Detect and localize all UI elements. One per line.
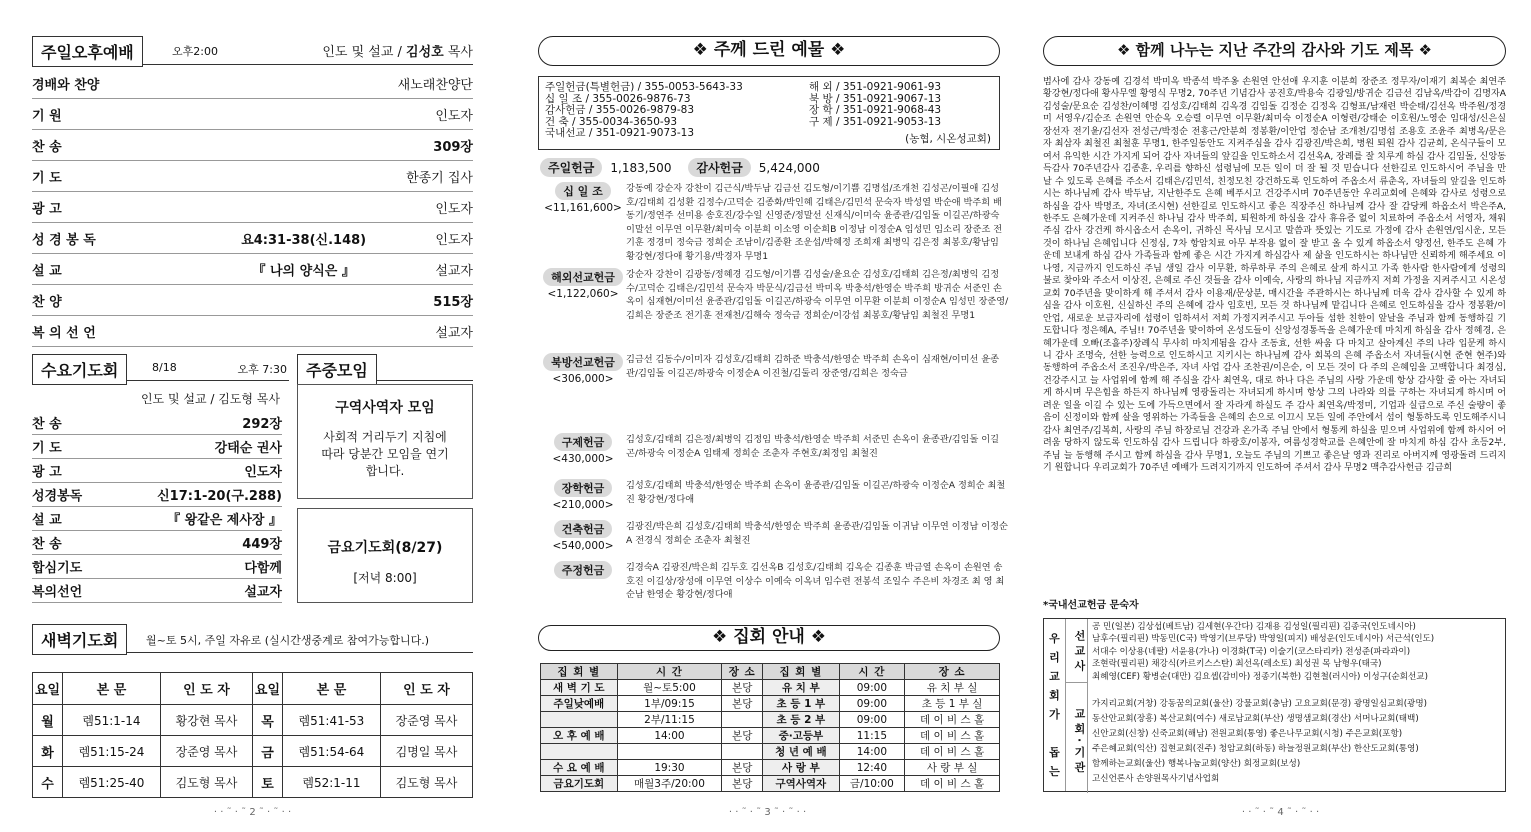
order-row bbox=[32, 254, 473, 285]
thanks-offering-label: 감사헌금 bbox=[688, 158, 750, 177]
order-row bbox=[32, 130, 473, 161]
order-person: 인도자 bbox=[435, 201, 473, 217]
account-line: 건 축 / 355-0034-3650-93 bbox=[545, 115, 678, 128]
prayer-title: ❖ 함께 나누는 지난 주간의 감사와 기도 제목 ❖ bbox=[1043, 36, 1506, 66]
offering-total: <540,000> bbox=[552, 540, 614, 552]
wed-item: 광 고 bbox=[32, 465, 62, 480]
offering-type: 장학헌금 bbox=[554, 479, 613, 497]
church-line: 가지리교회(거창) 강동꿈의교회(울산) 강물교회(충남) 고요교회(문경) 광명일심교회(광명) bbox=[1092, 699, 1428, 709]
dawn-cell: 렘52:1-11 bbox=[282, 767, 380, 798]
meeting-guide-title: ❖ 집회 안내 ❖ bbox=[538, 625, 1000, 651]
friday-prayer-box bbox=[297, 508, 473, 603]
meeting-cell: 데 이 비 스 홀 bbox=[905, 744, 1000, 760]
order-person: 인도자 bbox=[435, 232, 473, 248]
side-char: 교 bbox=[1049, 670, 1060, 683]
dawn-table bbox=[32, 672, 473, 798]
donor-group-label bbox=[540, 479, 626, 511]
cell-meeting-text: 사회적 거리두기 지침에 따라 당분간 모임을 연기합니다. bbox=[321, 430, 449, 478]
meeting-cell: 12:40 bbox=[839, 760, 905, 776]
offering-title: ❖ 주께 드린 예물 ❖ bbox=[538, 36, 1000, 66]
page-number: · · ˜ · ˜ 3 ˜ · ˜ · · bbox=[728, 807, 807, 818]
donor-names: 김금선 김동수/이미자 김성호/김태희 김하준 박충석/한영순 박주희 손옥이 심재현/이미선 윤종관/김임돌 이길곤/하광숙 이정순A 이진철/김둘리 장준영/김희은 정숙금 bbox=[626, 354, 999, 379]
sunday-offering-label: 주일헌금 bbox=[540, 158, 602, 177]
friday-prayer-title: 금요기도회(8/27) bbox=[327, 540, 443, 556]
dawn-cell: 렘51:54-64 bbox=[282, 736, 380, 767]
dawn-col-head: 본 문 bbox=[63, 673, 161, 705]
sunday-afternoon-title: 주일오후예배 bbox=[32, 36, 143, 67]
donor-names: 김성호/김태희 박충석/한영순 박주희 손옥이 윤종관/김임돌 이길곤/하광숙 이정순A 정희순 최철진 황강현/정다애 bbox=[626, 480, 1006, 505]
meeting-cell: 본당 bbox=[722, 760, 763, 776]
offering-total: <306,000> bbox=[552, 373, 614, 385]
meeting-cell: 09:00 bbox=[839, 680, 905, 696]
meeting-head-row bbox=[541, 664, 1000, 680]
meeting-cell: 초 등 1 부 bbox=[763, 696, 840, 712]
order-person: 설교자 bbox=[435, 325, 473, 341]
wed-value: 449장 bbox=[242, 537, 282, 552]
meeting-table bbox=[540, 663, 1000, 792]
missionary-line: 최혜영(CEF) 황병순(대만) 김요셉(감비아) 정종기(북한) 김현철(러시아) 이성구(순회선교) bbox=[1092, 671, 1428, 682]
order-item: 성 경 봉 독 bbox=[32, 232, 96, 248]
dawn-cell: 김도형 목사 bbox=[160, 767, 252, 798]
missionary-label: 선교사 bbox=[1066, 619, 1088, 683]
wed-value: 신17:1-20(구.288) bbox=[157, 489, 282, 504]
account-line: 감사헌금 / 355-0026-9879-83 bbox=[545, 104, 694, 116]
church-label: 교회·기관 bbox=[1066, 683, 1088, 793]
dawn-note: 월~토 5시, 주일 자유로 (실시간생중계로 참여가능합니다.) bbox=[146, 634, 430, 647]
meeting-row bbox=[541, 744, 1000, 760]
order-item: 기 원 bbox=[32, 108, 62, 124]
meeting-cell bbox=[541, 712, 618, 728]
donor-group-label bbox=[540, 561, 626, 602]
dawn-cell: 김명일 목사 bbox=[380, 736, 472, 767]
weekday-title: 주중모임 bbox=[297, 354, 377, 385]
meeting-col-head: 집 회 별 bbox=[763, 664, 840, 680]
dawn-cell: 장준영 목사 bbox=[380, 705, 472, 736]
page-4 bbox=[1030, 0, 1531, 832]
church-line: 동산안교회(장흥) 복산교회(여수) 새로남교회(부산) 생명샘교회(경산) 서머나교회(태백) bbox=[1092, 714, 1419, 724]
meeting-cell: 본당 bbox=[722, 776, 763, 792]
account-line: 해 외 / 351-0921-9061-93 bbox=[809, 81, 942, 93]
service-time: 오후2:00 bbox=[172, 45, 218, 58]
prayer-body: 범사에 감사 강동예 김경석 박미옥 박종석 박주옹 손원연 안선애 우지훈 이분희 장준조 정무자/이재기 최복순 최연주 황강현/정다애 황사무엘 황영식 무명2, 70주년 기념감사 공진호/박용숙 김광일/방귀순 김금선 김남옥/박감이 김명자A 김성술/문요순 김성찬/이혜명 김성호/김태희 김옥경 김임돌 김정순 김정옥 김형표/남재련 박순태/김선옥 박주원/정경미 서영우/김순조 손원연 안순옥 오승렬 이무연 이무환/최미숙 이정순A 이형련/강태순 이호원/노영순 임대성/신은실 장선자 전기윤/김선자 전성근/박정순 전홍근/안분희 정봉환/이안업 정순남 조개천/김명섭 조용호 조윤주 최병옥/문은자 최삼자 최철진 최철훈 무명1, 한주일동안도 지켜주심을 감사 김광진/박은희, 병원 퇴원 감사 김균희, 온식구들이 모여서 유익한 시간 가지게 되어 감사 자녀들의 앞길을 인도하소서 김선옥A, 장례를 잘 치루게 하심 감사 김임돌, 신앙동득감사 70주년감사 김종훈, 우리를 향하신 섬령님에 모든 일이 더 잘 될 것 믿습니다 선한길로 인도하시어 주님을 만날 수 있도록 은혜를 주소서 김태은/김민석, 친정모친 강건하도록 인도하여 주옵소서 류춘옥, 자녀들의 앞길을 인도하시는 하나님께 감사 박두남, 지난한주도 은혜 베푸시고 건강주시며 70주년동안 우리교회에 은혜와 감사로 성령으로 하심을 감사 박명조, 자녀(조시현) 선한길로 인도하시고 좋은 직장주신 하나님께 감사 잘 감당케 하옵소서 박은주A, 한주도 은혜가운데 지켜주신 하나님 감사 박주희, 퇴원하게 하심을 감사 휴유증 없이 치료하여 주옵소서 서영자, 채워주심 감사 강건케 하시옵소서 손옥이, 귀하신 목사님 모시고 말씀과 뜻있는 기도로 가정에 감사 손원연/임시운, 모든 것이 하나님 은혜입니다 신정심, 7차 항암치료 아무 부작용 없이 잘 받고 올 수 있게 하옵소서 양정선, 한주도 은혜 가운데 보내게 하심 감사 가족들과 함께 좋은 시간 가지게 하심감사 제 삶을 인도하시는 하나님만 신뢰하게 해주세요 이나영, 지금까지 인도하신 주님 생일 감사 이무환, 하루하루 주의 은혜로 살게 하시고 가족 한사람 한사람에게 성령의 불로 찾아와 주소서 이상진, 은혜로 주신 것들을 감사 이예숙, 사랑의 하나님 지금까지 저희 가정을 지켜주시고 시온성교회 70주년을 맞이하게 해 주셔서 감사 이용재/문상분, 매시간을 주관하시는 하나님께 더욱 감사 감사할 수 있게 하심을 감사 이호원, 신실하신 주의 은혜에 감사 임호빈, 모든 것 하나님께 맡깁니다 은혜로 인도하심을 감사 정봉환/이안업, 새로운 보금자리에 섬령이 임하셔서 저희 가정지켜주시고 두아들 섬한 친한이 앞날을 주님과 함께 동행하길 기도합니다 정은혜A, 주님!! 70주년을 맞이하여 온성도들이 신앙성경통독을 은혜가운데 마치게 하심을 감사 정혜경, 은혜가운데 오빠(조흘주)장례식 무사히 마치게됨을 감사 조동효, 선한 싸움 다 마치고 살아계신 주의 나라 입문케 하시니 감사 조명숙, 선한 능력으로 인도하시고 지키시는 하나님께 감사 회복의 은혜 주옵소서 자녀들(시현 준현 현주)와 동행하여 주옵소서 조진우/박은주, 자녀 사업 감사 조찬권/이은순, 이 모든 것이 다 주의 은혜임을 고백합니다 최경심, 건강주시고 늘 사업위에 함께 해 주심을 감사 최연옥, 대로 하나 다은 주님의 사랑 가운데 항상 감사할 줄 아는 자녀되게 하시며 무은힘을 하든지 하나님께 영광돌리는 자녀되게 하시며 항상 그의 나라와 의를 구하는 자녀되게 하시며 어려운 일을 이길 수 있는 도에 가득으면에서 잘 자라게 하실도 주 감사 최연옥/박정미, 기업과 실급으로 주신 술량이 좋음이 신정이와 함께 살을 영위하는 가족들을 은혜의 손으로 이끄시 모든 일에 주안에서 섬이 형통하도록 인도해주시니 감사 최연주/김복희, 사랑의 주님 하장로님 건강과 온가족 주님 안에서 형통케 하실을 믿으며 사업위에 함께 하시어 어려움 당하지 않도록 인도하심 감사 드립니다 하광호/이봉자, 여름성경학교를 은혜안에 잘 마치게 하심 감사 초등2부, 주님 늘 동행해 주시고 함께 하심을 감사 무명1, 오늘도 주님의 기쁘고 좋은날 영과 진리로 아버지께 영광돌려 드리지기 원합니다 우리교회가 70주년 예배가 드려지기까지 인도하여 주셔서 감사 무명2 맥추감사헌금 김금희 bbox=[1043, 77, 1506, 474]
offering-total: <210,000> bbox=[552, 499, 614, 511]
church-line: 함께하는교회(울산) 행복나눔교회(양산) 회정교회(보성) bbox=[1092, 759, 1301, 769]
sunday-offering-amount: 1,183,500 bbox=[610, 160, 672, 175]
meeting-row bbox=[541, 712, 1000, 728]
side-char bbox=[1044, 724, 1065, 743]
domestic-note: *국내선교헌금 문숙자 bbox=[1043, 600, 1139, 611]
wed-item: 찬 송 bbox=[32, 417, 62, 432]
meeting-cell: 초 등 1 부 실 bbox=[905, 696, 1000, 712]
order-row bbox=[32, 316, 473, 347]
donor-group bbox=[540, 520, 1010, 552]
side-char: 우 bbox=[1049, 632, 1060, 645]
meeting-cell: 수 요 예 배 bbox=[541, 760, 618, 776]
order-row bbox=[32, 285, 473, 316]
meeting-cell bbox=[722, 712, 763, 728]
meeting-col-head: 장 소 bbox=[722, 664, 763, 680]
meeting-cell: 14:00 bbox=[839, 744, 905, 760]
cell-meeting-box bbox=[297, 384, 473, 499]
meeting-cell: 사 랑 부 bbox=[763, 760, 840, 776]
order-person: 인도자 bbox=[435, 108, 473, 124]
church-line: 고신언론사 손양원목사기념사업회 bbox=[1092, 774, 1220, 784]
donor-group bbox=[540, 182, 1010, 264]
offering-type: 건축헌금 bbox=[554, 520, 613, 538]
missionary-line: 남후수(필리핀) 박동민(C국) 박영기(브루당) 박영일(피지) 배성운(인도네시아) 서근석(인도) bbox=[1092, 634, 1435, 645]
order-detail: 『 나의 양식은 』 bbox=[252, 263, 355, 279]
offering-type: 구제헌금 bbox=[554, 433, 613, 451]
wed-item: 찬 송 bbox=[32, 537, 62, 552]
donor-group bbox=[540, 479, 1010, 511]
order-row bbox=[32, 223, 473, 254]
wed-row bbox=[32, 459, 282, 483]
page-3 bbox=[520, 0, 1015, 832]
order-item: 설 교 bbox=[32, 263, 62, 279]
side-char: 리 bbox=[1049, 651, 1060, 664]
wed-item: 성경봉독 bbox=[32, 489, 83, 504]
accounts-right bbox=[809, 82, 941, 128]
wed-row bbox=[32, 507, 282, 531]
bank-note: (농협, 시온성교회) bbox=[905, 132, 991, 145]
page-number: · · ˜ · ˜ 2 ˜ · ˜ · · bbox=[213, 807, 292, 818]
wed-row bbox=[32, 555, 282, 579]
donor-names: 김광진/박은희 김성호/김태희 박충석/한영순 박주희 윤종관/김임돌 이귀남 이무연 이정남 이정순A 전경식 정희순 조춘자 최철진 bbox=[626, 521, 1008, 546]
offering-type: 주정헌금 bbox=[554, 561, 613, 579]
dawn-cell: 장준영 목사 bbox=[160, 736, 252, 767]
order-item: 기 도 bbox=[32, 170, 62, 186]
wed-value: 『 왕같은 제사장 』 bbox=[167, 513, 282, 528]
meeting-cell: 매월3주/20:00 bbox=[617, 776, 722, 792]
donor-names: 강동예 강순자 강찬이 김근식/박두남 김금선 김도형/이기쁨 김명섭/조개천 김성곤/이필애 김성호/김태희 김성환 김정수/고덕순 김종화/박인혜 김태은/김민석 문숙자 박성열 박순애 박주희 배동기/정연주 선미용 송호진/강수일 신영준/정말선 신재식/이미숙 윤종관/김임돌 이길곤/하광숙 이말선 이무연 이무환/최미숙 이분희 이소영 이순희B 이정남 이정순A 임성민 임소리 장준조 전기훈 정경미 정숙금 정희순 조남이/김종환 조운섭/박혜정 조희재 최병익 김은정 최봉호/황남임 황강현/정다애 황기용/박경자 무명1 bbox=[626, 183, 1003, 262]
dawn-cell: 금 bbox=[252, 736, 282, 767]
order-row bbox=[32, 192, 473, 223]
donor-group bbox=[540, 433, 1010, 465]
dawn-col-head: 인 도 자 bbox=[380, 673, 472, 705]
side-char: 회 bbox=[1049, 689, 1060, 702]
meeting-cell: 11:15 bbox=[839, 728, 905, 744]
order-item: 찬 양 bbox=[32, 294, 62, 310]
dawn-title: 새벽기도회 bbox=[32, 624, 127, 655]
meeting-cell bbox=[722, 744, 763, 760]
meeting-row bbox=[541, 760, 1000, 776]
meeting-row bbox=[541, 696, 1000, 712]
side-char: 는 bbox=[1049, 765, 1060, 778]
account-box bbox=[538, 76, 1000, 150]
offering-total: <1,122,060> bbox=[547, 288, 619, 300]
account-line: 국내선교 / 351-0921-9073-13 bbox=[545, 127, 694, 139]
wed-item: 설 교 bbox=[32, 513, 62, 528]
leader-line: 인도 및 설교 / 김성호 목사 bbox=[322, 45, 473, 60]
meeting-cell: 금요기도회 bbox=[541, 776, 618, 792]
wed-row bbox=[32, 435, 282, 459]
meeting-cell: 유 치 부 bbox=[763, 680, 840, 696]
wed-row bbox=[32, 411, 282, 435]
meeting-cell: 본당 bbox=[722, 680, 763, 696]
dawn-cell: 렘51:41-53 bbox=[282, 705, 380, 736]
wed-header bbox=[32, 354, 289, 381]
totals-line bbox=[540, 158, 820, 177]
meeting-cell: 1부/09:15 bbox=[617, 696, 722, 712]
donor-names: 강순자 강찬이 김광동/정혜경 김도형/이기쁨 김성술/윤요순 김성호/김태희 김은정/최병익 김정수/고덕순 김태은/김민석 문숙자 박문식/김금선 박미옥 박충석/한영순 박주희 방귀순 서준인 손옥이 심재현/이미선 윤종관/김임돌 이길곤/하광숙 이무연 이무환 이분희 이정순A 임성민 장준영/김희은 장준조 전기훈 전재천/김해숙 정숙금 정희순/이강섭 최봉호/황남임 최철진 무명1 bbox=[626, 269, 1009, 321]
meeting-cell: 구역사역자 bbox=[763, 776, 840, 792]
accounts-left bbox=[545, 82, 743, 140]
donor-group bbox=[540, 268, 1010, 322]
meeting-row bbox=[541, 680, 1000, 696]
meeting-cell: 유 치 부 실 bbox=[905, 680, 1000, 696]
wed-value: 강태순 권사 bbox=[214, 441, 282, 456]
meeting-cell: 2부/11:15 bbox=[617, 712, 722, 728]
support-side-label bbox=[1044, 619, 1066, 791]
meeting-cell: 14:00 bbox=[617, 728, 722, 744]
account-line: 십 일 조 / 355-0026-9876-73 bbox=[545, 92, 691, 105]
offering-type: 북방선교헌금 bbox=[543, 353, 623, 371]
dawn-header bbox=[32, 624, 473, 653]
church-line: 신안교회(신창) 신죽교회(해남) 전원교회(통영) 좋은나무교회(시청) 주은교회(포항) bbox=[1092, 729, 1403, 739]
wed-item: 복의선언 bbox=[32, 585, 83, 600]
wed-value: 다함께 bbox=[244, 561, 282, 576]
weekday-header bbox=[297, 354, 473, 381]
thanks-offering-amount: 5,424,000 bbox=[758, 160, 820, 175]
account-line: 북 방 / 351-0921-9067-13 bbox=[809, 92, 942, 105]
meeting-cell: 오 후 예 배 bbox=[541, 728, 618, 744]
meeting-cell: 초 등 2 부 bbox=[763, 712, 840, 728]
dawn-cell: 월 bbox=[33, 705, 63, 736]
wed-item: 기 도 bbox=[32, 441, 62, 456]
meeting-cell: 본당 bbox=[722, 696, 763, 712]
offering-total: <11,161,600> bbox=[544, 202, 622, 214]
order-detail: 요4:31-38(신.148) bbox=[241, 232, 367, 248]
support-box bbox=[1043, 618, 1506, 792]
meeting-row bbox=[541, 728, 1000, 744]
wed-item: 합심기도 bbox=[32, 561, 83, 576]
meeting-cell: 데 이 비 스 홀 bbox=[905, 712, 1000, 728]
dawn-cell: 김도형 목사 bbox=[380, 767, 472, 798]
meeting-cell: 금/10:00 bbox=[839, 776, 905, 792]
wed-title: 수요기도회 bbox=[32, 354, 127, 385]
order-item: 복 의 선 언 bbox=[32, 325, 96, 341]
meeting-cell: 중·고등부 bbox=[763, 728, 840, 744]
donor-group-label bbox=[540, 268, 626, 322]
wed-row bbox=[32, 483, 282, 507]
meeting-cell bbox=[541, 744, 618, 760]
order-person: 515장 bbox=[433, 294, 473, 310]
meeting-cell: 09:00 bbox=[839, 696, 905, 712]
order-row bbox=[32, 161, 473, 192]
meeting-cell: 청 년 예 배 bbox=[763, 744, 840, 760]
dawn-row bbox=[33, 705, 473, 736]
order-row bbox=[32, 68, 473, 99]
page-number: · · ˜ · ˜ 4 ˜ · ˜ · · bbox=[1241, 807, 1320, 818]
order-person: 새노래찬양단 bbox=[397, 77, 473, 93]
missionary-list bbox=[1092, 621, 1501, 683]
meeting-cell bbox=[617, 744, 722, 760]
donor-names: 김성호/김태희 김은정/최병익 김정임 박충석/한영순 박주희 서준민 손옥이 윤종관/김임돌 이길곤/하광숙 이정순A 임태제 정희순 조춘자 주현호/최정임 최철진 bbox=[626, 434, 999, 459]
offering-type: 해외선교헌금 bbox=[543, 268, 623, 286]
missionary-line: 조현락(필리핀) 채강식(카르키스스탄) 최선옥(레소토) 최성권 목 남형우(태국) bbox=[1092, 659, 1382, 670]
dawn-cell: 렘51:25-40 bbox=[63, 767, 161, 798]
dawn-row bbox=[33, 736, 473, 767]
dawn-col-head: 인 도 자 bbox=[160, 673, 252, 705]
dawn-col-head: 요일 bbox=[252, 673, 282, 705]
meeting-cell: 주일낮예배 bbox=[541, 696, 618, 712]
offering-type: 십 일 조 bbox=[555, 182, 611, 200]
meeting-col-head: 시 간 bbox=[839, 664, 905, 680]
dawn-row bbox=[33, 767, 473, 798]
wed-value: 인도자 bbox=[244, 465, 282, 480]
dawn-cell: 목 bbox=[252, 705, 282, 736]
donor-group bbox=[540, 561, 1010, 602]
side-char: 돕 bbox=[1049, 746, 1060, 759]
church-line: 주은혜교회(익산) 집현교회(진주) 청암교회(하동) 하늘정원교회(부산) 한산도교회(통영) bbox=[1092, 744, 1419, 754]
offering-total: <430,000> bbox=[552, 453, 614, 465]
order-item: 찬 송 bbox=[32, 139, 62, 155]
page-2 bbox=[0, 0, 505, 832]
meeting-cell: 월~토5:00 bbox=[617, 680, 722, 696]
dawn-head-row bbox=[33, 673, 473, 705]
dawn-col-head: 요일 bbox=[33, 673, 63, 705]
meeting-cell: 사 랑 부 실 bbox=[905, 760, 1000, 776]
meeting-cell: 09:00 bbox=[839, 712, 905, 728]
dawn-cell: 렘51:15-24 bbox=[63, 736, 161, 767]
side-char: 가 bbox=[1049, 708, 1060, 721]
meeting-cell: 데 이 비 스 홀 bbox=[905, 728, 1000, 744]
dawn-cell: 수 bbox=[33, 767, 63, 798]
church-list bbox=[1092, 697, 1501, 787]
meeting-cell: 19:30 bbox=[617, 760, 722, 776]
dawn-cell: 토 bbox=[252, 767, 282, 798]
donor-group bbox=[540, 353, 1010, 385]
donor-group-label bbox=[540, 353, 626, 385]
dawn-cell: 황강현 목사 bbox=[160, 705, 252, 736]
meeting-row bbox=[541, 776, 1000, 792]
meeting-cell: 새 벽 기 도 bbox=[541, 680, 618, 696]
wed-value: 292장 bbox=[242, 417, 282, 432]
meeting-cell: 데 이 비 스 홀 bbox=[905, 776, 1000, 792]
donor-group-label bbox=[540, 182, 626, 264]
wed-date: 8/18 bbox=[152, 361, 177, 374]
order-row bbox=[32, 99, 473, 130]
sunday-afternoon-header bbox=[32, 36, 473, 65]
dawn-cell: 렘51:1-14 bbox=[63, 705, 161, 736]
donor-group-label bbox=[540, 520, 626, 552]
account-line: 장 학 / 351-0921-9068-43 bbox=[809, 104, 942, 116]
wed-row bbox=[32, 579, 282, 603]
wed-time: 오후 7:30 bbox=[237, 363, 287, 376]
order-person: 한종기 집사 bbox=[406, 170, 473, 186]
order-person: 설교자 bbox=[435, 263, 473, 279]
meeting-cell: 본당 bbox=[722, 728, 763, 744]
wed-value: 설교자 bbox=[244, 585, 282, 600]
meeting-col-head: 장 소 bbox=[905, 664, 1000, 680]
dawn-cell: 화 bbox=[33, 736, 63, 767]
donor-group-label bbox=[540, 433, 626, 465]
dawn-col-head: 본 문 bbox=[282, 673, 380, 705]
order-item: 광 고 bbox=[32, 201, 62, 217]
friday-prayer-time: [저녁 8:00] bbox=[353, 571, 417, 585]
account-line: 주일헌금(특별헌금) / 355-0053-5643-33 bbox=[545, 81, 743, 93]
wed-row bbox=[32, 531, 282, 555]
meeting-col-head: 집 회 별 bbox=[541, 664, 618, 680]
cell-meeting-title: 구역사역자 모임 bbox=[335, 400, 435, 416]
wed-leader: 인도 및 설교 / 김도형 목사 bbox=[140, 392, 280, 406]
donor-names: 김경숙A 김광진/박은희 김두호 김선옥B 김성호/김태희 김옥순 김종훈 박금열 손옥이 손원연 송호진 이길상/장성애 이무연 이상수 이예숙 이옥녀 임수련 전봉석 조일수 주은비 차경조 최 영 최순남 한영순 황강현/정다애 bbox=[626, 562, 1005, 601]
order-item: 경배와 찬양 bbox=[32, 77, 100, 93]
order-person: 309장 bbox=[433, 139, 473, 155]
account-line: 구 제 / 351-0921-9053-13 bbox=[809, 115, 942, 128]
missionary-line: 공 민(일본) 김상섭(베트남) 김세현(우간다) 김재용 김성일(필리핀) 김종국(인도네시아) bbox=[1092, 622, 1416, 632]
meeting-col-head: 시 간 bbox=[617, 664, 722, 680]
missionary-line: 서대수 이상용(네팔) 서윤용(가나) 이경화(T국) 이술기(코스타리카) 전성준(파라과이) bbox=[1092, 646, 1411, 657]
